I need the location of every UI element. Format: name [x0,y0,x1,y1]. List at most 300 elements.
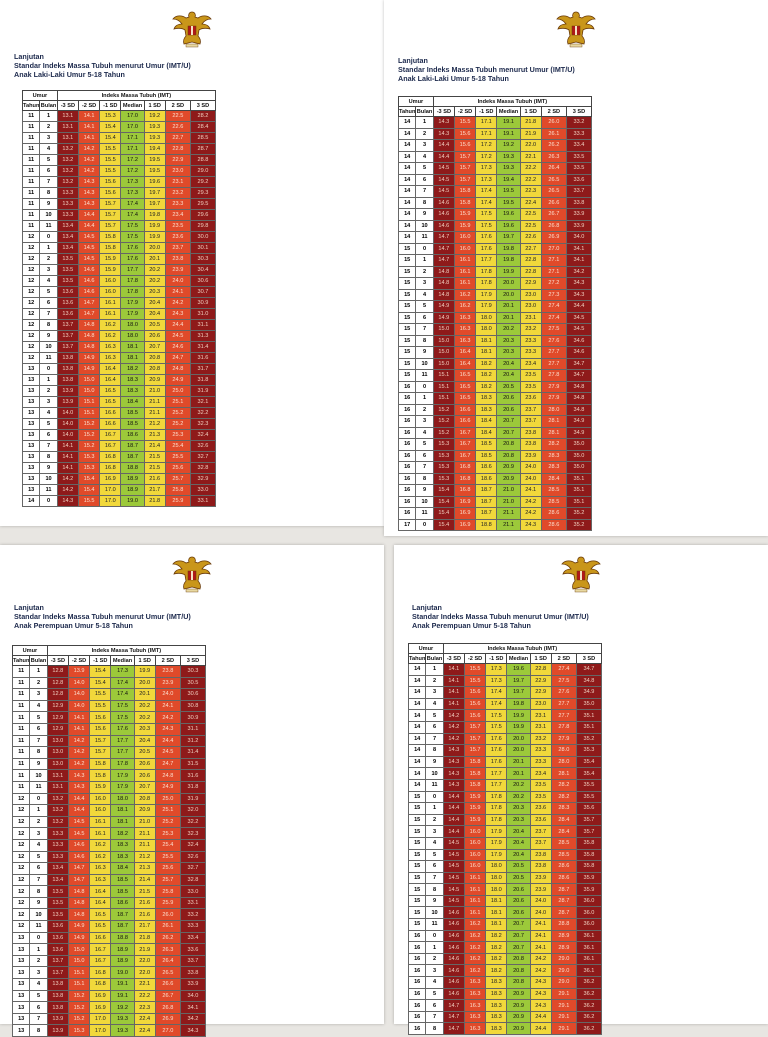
table-cell: 18.2 [476,381,497,393]
table-cell: 2 [416,404,433,416]
table-cell: 30.8 [180,700,205,712]
table-cell: 15.3 [68,1025,89,1037]
table-cell: 19.1 [111,990,134,1002]
table-cell: 33.1 [180,897,205,909]
table-row [23,463,216,474]
table-cell: 13.5 [47,909,68,921]
table-cell: 33.8 [180,967,205,979]
table-cell: 27.9 [541,393,566,405]
table-cell: 15.5 [90,689,111,701]
table-cell: 27.8 [551,721,576,733]
continued-label: Lanjutan [14,52,44,61]
table-cell: 27.7 [551,710,576,722]
table-cell: 36.2 [576,977,601,989]
table-cell: 24.2 [155,712,180,724]
table-cell: 16.2 [464,965,485,977]
table-cell: 20.8 [144,353,165,364]
table-row [409,779,602,791]
table-cell: 19.7 [507,675,530,687]
table-cell: 14 [409,698,426,710]
table-cell: 13.4 [57,243,78,254]
table-cell: 4 [40,144,57,155]
table-cell: 25.3 [165,430,190,441]
table-cell: 18.9 [121,485,144,496]
table-row [23,133,216,144]
table-cell: 11 [40,221,57,232]
table-cell: 8 [426,745,443,757]
table-cell: 17.2 [476,151,497,163]
table-cell: 11 [23,188,40,199]
table-cell: 24.8 [155,770,180,782]
table-row [13,805,206,817]
table-cell: 33.0 [190,485,215,496]
table-cell: 10 [416,220,433,232]
table-cell: 0 [30,932,47,944]
table-cell: 30.9 [190,298,215,309]
table-cell: 23.2 [165,188,190,199]
table-cell: 16 [409,1011,426,1023]
table-cell: 31.6 [180,770,205,782]
table-cell: 20.9 [134,805,155,817]
table-cell: 18.2 [476,370,497,382]
table-cell: 20.8 [134,793,155,805]
table-cell: 18.4 [111,863,134,875]
table-cell: 16.6 [454,416,475,428]
table-cell: 33.9 [180,979,205,991]
table-cell: 14.3 [443,756,464,768]
table-cell: 16 [409,977,426,989]
table-cell: 27.4 [541,312,566,324]
table-cell: 17.3 [476,163,497,175]
table-cell: 13 [13,1002,30,1014]
table-cell: 6 [30,723,47,735]
column-header: -1 SD [486,654,507,664]
table-cell: 0 [40,496,57,507]
table-cell: 13.3 [47,851,68,863]
table-cell: 19.3 [497,151,520,163]
table-row [23,298,216,309]
table-cell: 14.4 [68,793,89,805]
table-row [23,452,216,463]
table-cell: 24.3 [530,977,551,989]
table-cell: 28.6 [541,519,566,531]
table-cell: 22.9 [530,675,551,687]
table-cell: 20.1 [144,254,165,265]
table-row [23,210,216,221]
table-cell: 4 [40,408,57,419]
table-cell: 15 [409,803,426,815]
table-cell: 16.5 [90,909,111,921]
table-cell: 13 [23,408,40,419]
table-cell: 19.2 [144,111,165,122]
table-cell: 13 [23,364,40,375]
column-header: -3 SD [47,656,68,666]
table-cell: 21.0 [134,816,155,828]
table-cell: 15 [399,243,416,255]
table-cell: 17.3 [121,177,144,188]
table-cell: 32.8 [180,874,205,886]
column-header: -1 SD [476,107,497,117]
table-cell: 7 [416,324,433,336]
table-cell: 21.4 [134,874,155,886]
column-header: -3 SD [443,654,464,664]
table-cell: 0 [426,930,443,942]
table-cell: 11 [13,781,30,793]
table-cell: 16.4 [100,364,121,375]
table-cell: 21.9 [520,128,541,140]
table-cell: 19.5 [144,155,165,166]
table-row [23,309,216,320]
table-row [13,886,206,898]
table-row [23,485,216,496]
table-cell: 10 [426,768,443,780]
table-cell: 4 [416,151,433,163]
table-cell: 26.7 [541,209,566,221]
table-cell: 21.5 [144,452,165,463]
table-cell: 20.0 [497,278,520,290]
table-row [23,441,216,452]
table-cell: 34.3 [180,1025,205,1037]
table-cell: 13.6 [57,287,78,298]
table-cell: 15.2 [78,419,99,430]
table-cell: 11 [23,210,40,221]
table-cell: 19.5 [497,186,520,198]
table-cell: 12 [13,816,30,828]
table-cell: 14.0 [68,700,89,712]
table-cell: 14.4 [433,151,454,163]
table-cell: 14.6 [433,209,454,221]
table-cell: 25.1 [155,805,180,817]
table-cell: 28.3 [551,803,576,815]
table-row [409,826,602,838]
table-cell: 10 [40,474,57,485]
table-cell: 14.3 [68,770,89,782]
table-cell: 16 [399,381,416,393]
table-cell: 21.5 [134,886,155,898]
table-cell: 18.2 [486,953,507,965]
table-cell: 15.2 [78,430,99,441]
table-cell: 13.1 [57,122,78,133]
table-cell: 6 [40,430,57,441]
table-cell: 0 [416,381,433,393]
imt-table [12,645,206,1037]
table-cell: 29.8 [190,221,215,232]
table-cell: 20.0 [497,289,520,301]
table-cell: 17.5 [111,712,134,724]
table-cell: 35.6 [576,803,601,815]
table-cell: 2 [40,254,57,265]
table-cell: 9 [30,897,47,909]
bmi-group-header: Indeks Massa Tubuh (IMT) [57,91,215,101]
table-cell: 35.5 [576,791,601,803]
table-cell: 23.4 [165,210,190,221]
table-cell: 16.6 [100,408,121,419]
table-cell: 11 [13,723,30,735]
table-cell: 24.4 [155,735,180,747]
table-cell: 5 [30,990,47,1002]
table-cell: 12 [13,909,30,921]
table-cell: 29.3 [190,188,215,199]
table-cell: 15.2 [68,1013,89,1025]
table-cell: 27.0 [541,243,566,255]
table-cell: 17.4 [121,199,144,210]
table-cell: 10 [30,770,47,782]
table-cell: 16.4 [454,347,475,359]
table-cell: 15.4 [78,474,99,485]
table-cell: 15.7 [454,163,475,175]
table-cell: 20.9 [507,1000,530,1012]
table-cell: 21.1 [144,397,165,408]
table-row [409,664,602,676]
table-cell: 17.0 [121,111,144,122]
table-cell: 16.2 [464,942,485,954]
table-row [23,397,216,408]
table-cell: 14.6 [78,287,99,298]
table-cell: 14 [409,721,426,733]
table-cell: 16.0 [464,849,485,861]
table-row [409,710,602,722]
table-cell: 19.9 [144,232,165,243]
table-cell: 8 [30,747,47,759]
page-subtitle: Anak Laki-Laki Umur 5-18 Tahun [398,74,509,83]
table-cell: 16.1 [90,816,111,828]
table-cell: 35.0 [566,462,591,474]
table-cell: 20.9 [497,473,520,485]
table-row [409,1011,602,1023]
table-cell: 13.7 [57,342,78,353]
table-row [23,430,216,441]
table-row [13,990,206,1002]
table-cell: 19.8 [497,255,520,267]
table-cell: 15.5 [100,155,121,166]
table-cell: 16.8 [100,452,121,463]
table-cell: 17.6 [486,733,507,745]
table-cell: 18.1 [121,342,144,353]
table-cell: 17.0 [100,485,121,496]
table-cell: 28.1 [541,416,566,428]
table-cell: 18.1 [476,347,497,359]
table-row [399,324,592,336]
table-row [13,944,206,956]
table-cell: 16.0 [100,276,121,287]
table-cell: 23.0 [165,166,190,177]
table-cell: 25.5 [165,452,190,463]
table-cell: 16 [409,1000,426,1012]
table-cell: 14.2 [57,474,78,485]
table-cell: 25.3 [155,828,180,840]
table-cell: 31.1 [190,320,215,331]
table-cell: 17.2 [121,166,144,177]
table-cell: 9 [416,347,433,359]
table-cell: 13.2 [57,177,78,188]
table-cell: 6 [30,863,47,875]
table-cell: 7 [30,1013,47,1025]
table-cell: 14.2 [68,735,89,747]
table-row [409,919,602,931]
table-cell: 28.3 [541,450,566,462]
table-cell: 34.0 [180,990,205,1002]
table-cell: 1 [30,805,47,817]
table-cell: 15 [399,335,416,347]
table-cell: 13 [13,979,30,991]
table-cell: 15.3 [433,473,454,485]
column-header: Tahun [13,657,30,664]
table-cell: 23.3 [520,335,541,347]
table-cell: 21.1 [134,839,155,851]
table-row [13,1013,206,1025]
table-cell: 3 [416,140,433,152]
table-cell: 18.9 [111,955,134,967]
table-cell: 32.7 [180,863,205,875]
table-cell: 15.1 [68,967,89,979]
continued-label: Lanjutan [398,56,428,65]
table-cell: 28.7 [190,144,215,155]
table-cell: 8 [40,320,57,331]
table-cell: 14.8 [68,886,89,898]
table-cell: 24.9 [155,781,180,793]
continued-label: Lanjutan [14,603,44,612]
table-cell: 25.2 [165,419,190,430]
table-cell: 35.8 [576,837,601,849]
table-cell: 14 [399,232,416,244]
table-cell: 29.0 [190,166,215,177]
table-row [23,276,216,287]
table-cell: 14.1 [57,441,78,452]
table-cell: 13.5 [47,897,68,909]
table-row [409,861,602,873]
table-cell: 5 [426,988,443,1000]
table-cell: 34.4 [566,301,591,313]
table-cell: 15.6 [464,687,485,699]
table-cell: 20.8 [507,953,530,965]
table-cell: 14.4 [443,814,464,826]
table-cell: 32.2 [190,408,215,419]
table-cell: 21.2 [144,419,165,430]
table-cell: 17.5 [111,700,134,712]
table-cell: 22.1 [520,151,541,163]
table-cell: 20.8 [497,450,520,462]
table-cell: 12 [13,805,30,817]
table-row [13,909,206,921]
table-cell: 25.2 [155,816,180,828]
table-cell: 13.3 [57,188,78,199]
table-cell: 33.5 [566,151,591,163]
table-cell: 12 [13,828,30,840]
table-cell: 16 [409,953,426,965]
table-cell: 24.0 [520,473,541,485]
table-cell: 24.2 [530,965,551,977]
table-cell: 14.7 [78,298,99,309]
table-cell: 15.5 [90,700,111,712]
table-cell: 10 [416,496,433,508]
table-cell: 16.3 [100,353,121,364]
table-cell: 15.9 [100,265,121,276]
table-cell: 14.2 [68,747,89,759]
table-cell: 16.4 [90,886,111,898]
table-cell: 35.5 [576,779,601,791]
table-cell: 15 [399,358,416,370]
table-cell: 5 [426,849,443,861]
table-cell: 13.5 [47,886,68,898]
table-cell: 20.4 [497,370,520,382]
table-cell: 34.8 [576,675,601,687]
table-cell: 17.6 [111,723,134,735]
table-row [23,320,216,331]
table-cell: 18.3 [121,386,144,397]
table-row [399,508,592,520]
table-cell: 30.6 [190,276,215,287]
table-cell: 8 [40,452,57,463]
table-cell: 20.8 [507,977,530,989]
table-row [13,897,206,909]
table-cell: 12 [13,793,30,805]
page-boys-11-14 [0,0,384,526]
table-cell: 14.9 [433,312,454,324]
table-cell: 25.6 [155,863,180,875]
table-cell: 15.1 [433,381,454,393]
table-cell: 19.4 [497,174,520,186]
table-cell: 15.3 [78,463,99,474]
table-cell: 16.8 [90,967,111,979]
table-cell: 24.1 [155,700,180,712]
table-cell: 9 [40,331,57,342]
table-cell: 22.4 [520,197,541,209]
table-cell: 24.2 [520,508,541,520]
table-cell: 14 [409,687,426,699]
table-row [399,243,592,255]
table-cell: 13.0 [47,747,68,759]
table-cell: 26.2 [541,140,566,152]
column-header: Tahun [23,102,40,109]
column-header: 3 SD [576,654,601,664]
table-cell: 16.7 [90,955,111,967]
table-cell: 13.9 [47,1013,68,1025]
table-cell: 30.5 [180,677,205,689]
table-cell: 35.4 [576,768,601,780]
table-cell: 14.2 [78,166,99,177]
table-cell: 14 [399,117,416,129]
table-cell: 19.1 [497,128,520,140]
table-cell: 1 [416,255,433,267]
table-cell: 35.7 [576,826,601,838]
table-cell: 16.3 [464,1000,485,1012]
table-cell: 19.7 [144,188,165,199]
table-cell: 12 [23,265,40,276]
table-cell: 19.1 [497,117,520,129]
table-cell: 33.0 [180,886,205,898]
table-cell: 12 [13,863,30,875]
table-cell: 20.2 [497,324,520,336]
table-cell: 10 [40,210,57,221]
table-row [23,331,216,342]
table-row [399,128,592,140]
table-cell: 30.1 [190,243,215,254]
table-cell: 15.1 [68,979,89,991]
table-cell: 17.4 [486,698,507,710]
table-cell: 27.7 [551,698,576,710]
table-cell: 9 [416,485,433,497]
table-cell: 16.1 [100,309,121,320]
table-cell: 17.5 [121,221,144,232]
table-cell: 17.4 [111,689,134,701]
table-cell: 28.2 [541,439,566,451]
table-cell: 16.1 [454,266,475,278]
table-cell: 15 [399,312,416,324]
table-cell: 14 [409,675,426,687]
table-cell: 19.0 [121,496,144,507]
table-cell: 4 [30,839,47,851]
table-cell: 15.0 [433,335,454,347]
